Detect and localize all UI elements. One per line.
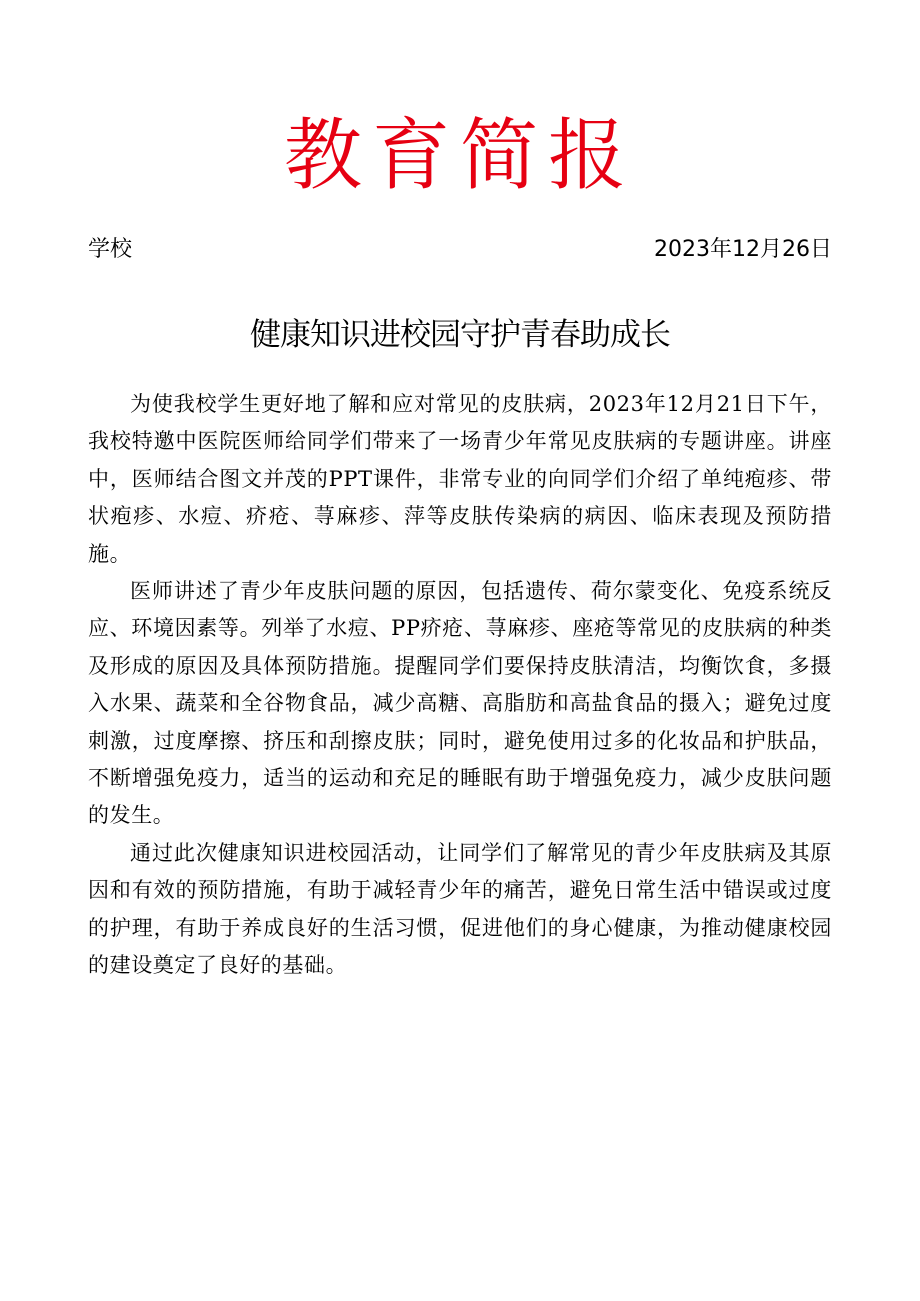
issue-date: 2023年12月26日 xyxy=(654,237,832,262)
article-body xyxy=(88,386,832,985)
school-label: 学校 xyxy=(88,237,133,262)
meta-row xyxy=(88,232,832,268)
paragraph-1: 为使我校学生更好地了解和应对常见的皮肤病，2023年12月21日下午，我校特邀中医院医师给同学们带来了一场青少年常见皮肤病的专题讲座。讲座中，医师结合图文并茂的PPT课件，非常专业的向同学们介绍了单纯疱疹、带状疱疹、水痘、疥疮、荨麻疹、萍等皮肤传染病的病因、临床表现及预防措施。 xyxy=(88,392,832,566)
article-title: 健康知识进校园守护青春助成长 xyxy=(250,317,670,353)
paragraph-3: 通过此次健康知识进校园活动，让同学们了解常见的青少年皮肤病及其原因和有效的预防措施，有助于减轻青少年的痛苦，避免日常生活中错误或过度的护理，有助于养成良好的生活习惯，促进他们的身心健康，为推动健康校园的建设奠定了良好的基础。 xyxy=(88,840,832,978)
paragraph-2: 医师讲述了青少年皮肤问题的原因，包括遗传、荷尔蒙变化、免疫系统反应、环境因素等。列举了水痘、PP疥疮、荨麻疹、座疮等常见的皮肤病的种类及形成的原因及具体预防措施。提醒同学们要保持皮肤清洁，均衡饮食，多摄入水果、蔬菜和全谷物食品，减少高糖、高脂肪和高盐食品的摄入；避免过度刺激，过度摩擦、挤压和刮擦皮肤；同时，避免使用过多的化妆品和护肤品，不断增强免疫力，适当的运动和充足的睡眠有助于增强免疫力，减少皮肤问题的发生。 xyxy=(88,579,832,828)
masthead-title: 教育简报 xyxy=(283,111,636,201)
